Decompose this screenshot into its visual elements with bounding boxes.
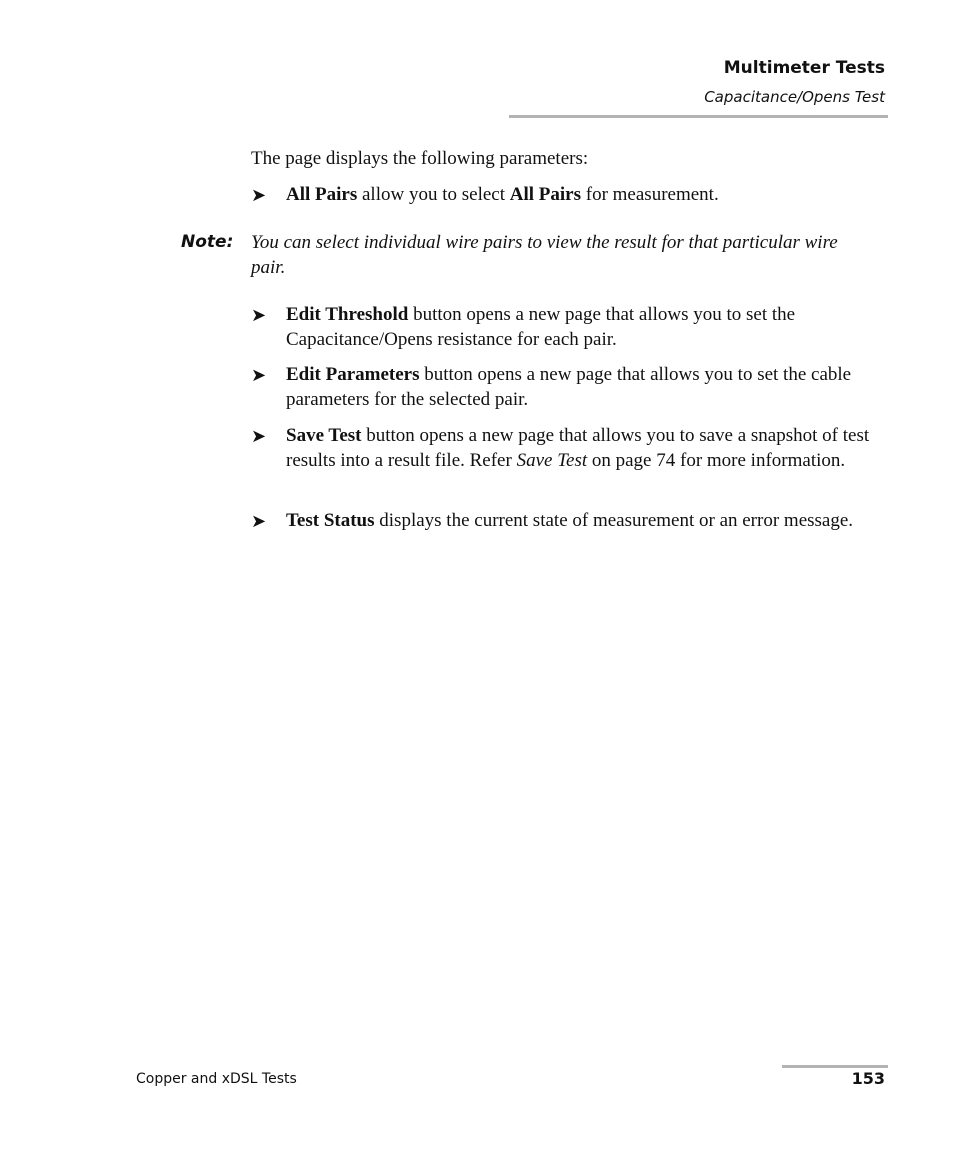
term-all-pairs-2: All Pairs: [509, 184, 581, 205]
arrow-bullet-icon: ➤: [251, 305, 267, 325]
bullet-text-2: for measurement.: [581, 184, 719, 205]
bullet-content: [286, 182, 891, 207]
bullet-text-2: on page 74 for more information.: [587, 450, 846, 471]
header-rule: [509, 115, 888, 118]
arrow-bullet-icon: ➤: [251, 511, 267, 531]
bullet-text: button opens a new page that allows you to set the Capacitance/Opens resistance for each pair.: [286, 304, 796, 350]
bullet-content: [286, 508, 891, 533]
bullet-content: [286, 423, 891, 473]
arrow-bullet-icon: ➤: [251, 365, 267, 385]
header-subtitle: Capacitance/Opens Test: [704, 88, 885, 106]
note-text: You can select individual wire pairs to view the result for that particular wire pair.: [251, 232, 838, 278]
note-label: Note:: [181, 232, 234, 252]
arrow-bullet-icon: ➤: [251, 426, 267, 446]
page-number: 153: [851, 1069, 885, 1088]
bullet-edit-threshold: [251, 302, 891, 352]
arrow-bullet-icon: ➤: [251, 185, 267, 205]
bullet-edit-parameters: [251, 362, 891, 412]
bullet-content: [286, 302, 891, 352]
bullet-text: allow you to select: [357, 184, 510, 205]
term-edit-parameters: Edit Parameters: [286, 364, 420, 385]
bullet-content: [286, 362, 891, 412]
term-test-status: Test Status: [286, 510, 375, 531]
bullet-text: button opens a new page that allows you to save a snapshot of test results into a result file. Refer: [286, 425, 870, 471]
footer-section-title: Copper and xDSL Tests: [136, 1071, 297, 1087]
term-save-test: Save Test: [286, 425, 362, 446]
bullet-text: button opens a new page that allows you to set the cable parameters for the selected pair.: [286, 364, 852, 410]
cross-reference-link[interactable]: Save Test: [516, 450, 588, 471]
footer-rule: [782, 1065, 888, 1068]
intro-paragraph: The page displays the following parameters:: [251, 148, 589, 169]
bullet-save-test: [251, 423, 891, 473]
bullet-all-pairs: [251, 182, 891, 207]
header-title: Multimeter Tests: [723, 58, 885, 78]
term-edit-threshold: Edit Threshold: [286, 304, 409, 325]
term-all-pairs: All Pairs: [286, 184, 358, 205]
bullet-test-status: [251, 508, 891, 533]
bullet-text: displays the current state of measurement or an error message.: [374, 510, 854, 531]
